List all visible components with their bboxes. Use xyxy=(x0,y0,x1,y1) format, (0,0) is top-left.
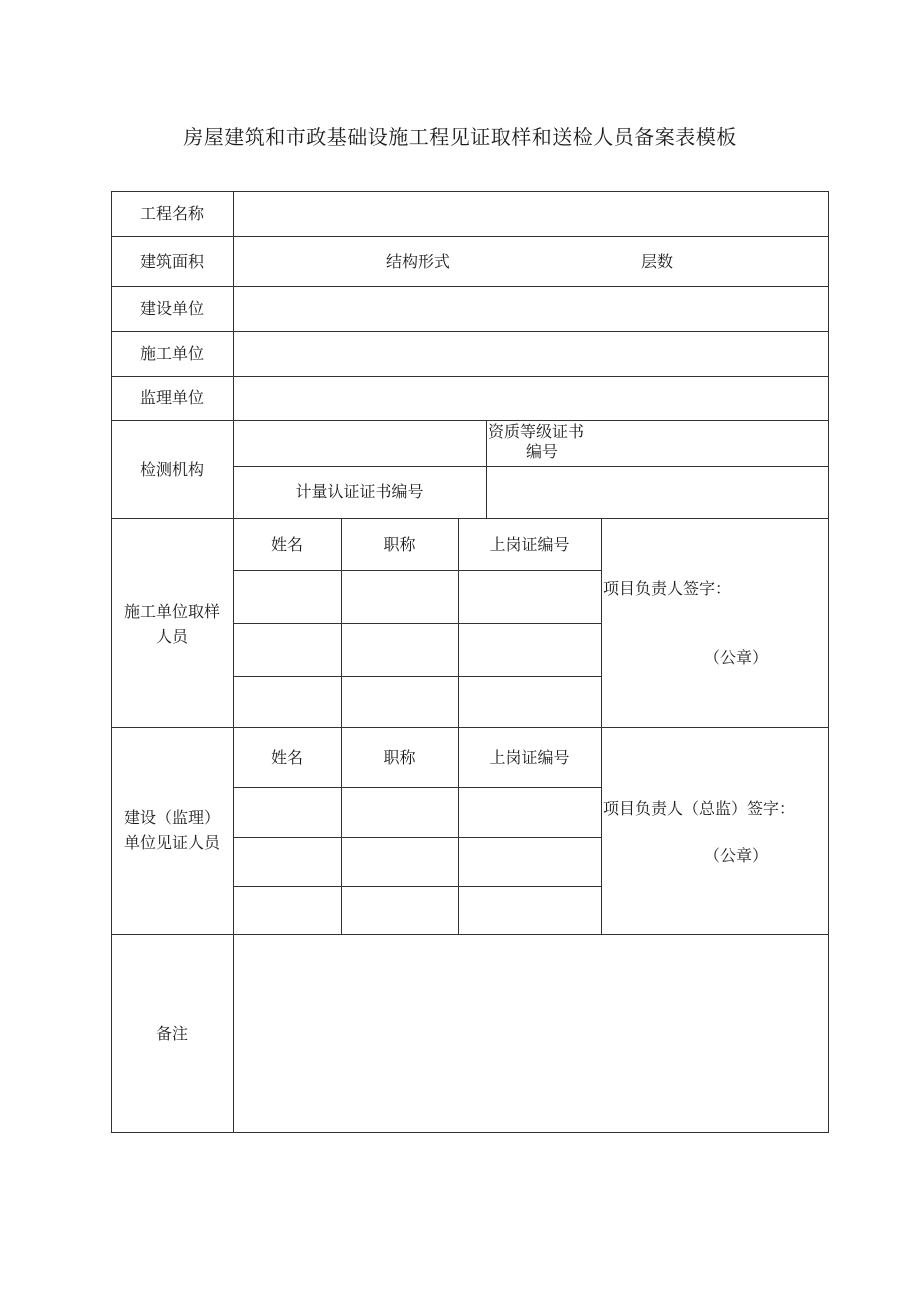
sampling-personnel-label-line2: 人员 xyxy=(155,627,188,646)
sampling-seal-label: （公章） xyxy=(704,648,769,667)
building-area-field[interactable] xyxy=(234,237,384,286)
project-name-label: 工程名称 xyxy=(139,204,204,223)
construction-unit-label: 建设单位 xyxy=(139,299,204,318)
builder-unit-field[interactable] xyxy=(234,332,828,376)
table-border-right xyxy=(828,191,829,1133)
floors-label: 层数 xyxy=(641,252,674,271)
builder-unit-label: 施工单位 xyxy=(139,344,204,363)
structure-form-label: 结构形式 xyxy=(386,252,451,271)
witness-col-name: 姓名 xyxy=(270,748,303,767)
witness-seal-label: （公章） xyxy=(704,846,769,865)
witness-row-divider xyxy=(233,886,601,887)
remarks-label: 备注 xyxy=(155,1024,188,1043)
remarks-field[interactable] xyxy=(234,935,828,1132)
witness-signature-label: 项目负责人（总监）签字： xyxy=(603,799,796,818)
row-divider xyxy=(111,727,829,728)
sampling-col-divider xyxy=(601,518,602,727)
witness-col-divider xyxy=(601,727,602,934)
page-title: 房屋建筑和市政基础设施工程见证取样和送检人员备案表模板 xyxy=(183,125,737,149)
row-divider xyxy=(111,518,829,519)
table-border-bottom xyxy=(111,1132,829,1133)
project-name-field[interactable] xyxy=(234,192,828,236)
witness-personnel-label: 建设（监理） xyxy=(123,808,220,827)
sampling-row-divider xyxy=(233,623,601,624)
witness-col-cert-no: 上岗证编号 xyxy=(489,748,570,767)
metrology-cert-label: 计量认证证书编号 xyxy=(295,482,424,501)
sampling-row-divider xyxy=(233,570,601,571)
construction-unit-field[interactable] xyxy=(234,287,828,331)
sampling-signature-label: 项目负责人签字： xyxy=(603,579,732,598)
witness-personnel-label-line2: 单位见证人员 xyxy=(123,833,220,852)
supervision-unit-field[interactable] xyxy=(234,377,828,420)
qualification-cert-label-line2: 编号 xyxy=(526,442,559,461)
building-area-label: 建筑面积 xyxy=(139,252,204,271)
sampling-personnel-label: 施工单位取样 xyxy=(123,602,220,621)
sampling-col-cert-no: 上岗证编号 xyxy=(489,535,570,554)
sampling-col-name: 姓名 xyxy=(270,535,303,554)
witness-col-title: 职称 xyxy=(383,748,416,767)
supervision-unit-label: 监理单位 xyxy=(139,388,204,407)
testing-agency-field[interactable] xyxy=(234,421,486,466)
witness-row-divider xyxy=(233,837,601,838)
sampling-col-title: 职称 xyxy=(383,535,416,554)
metrology-cert-field[interactable] xyxy=(487,467,828,518)
row-divider xyxy=(111,236,829,237)
sampling-row-divider xyxy=(233,676,601,677)
witness-row-divider xyxy=(233,787,601,788)
qualification-cert-label: 资质等级证书 xyxy=(488,422,585,441)
table-border-left xyxy=(111,191,112,1133)
testing-agency-label: 检测机构 xyxy=(139,460,204,479)
